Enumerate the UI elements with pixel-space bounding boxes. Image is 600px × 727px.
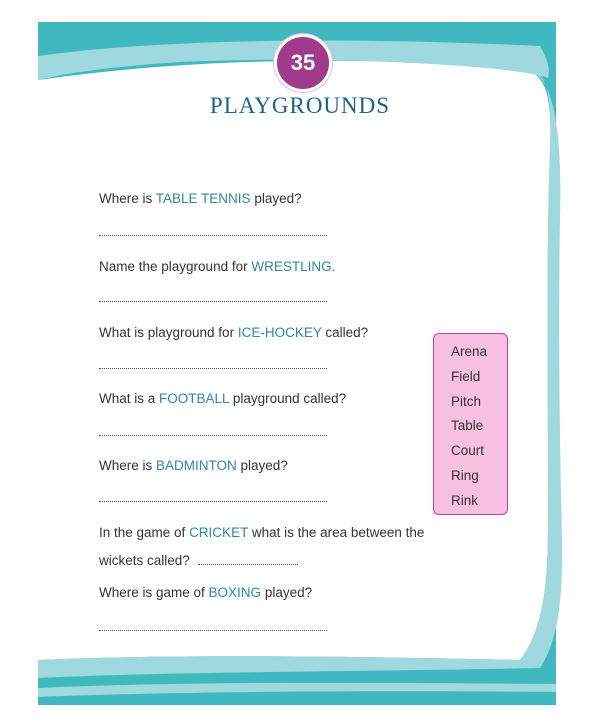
question-2: Name the playground for WRESTLING. xyxy=(99,259,336,274)
question-6: In the game of CRICKET what is the area between the xyxy=(99,525,425,540)
word-bank-item: Field xyxy=(451,368,481,384)
word-bank-item: Pitch xyxy=(451,393,482,409)
right-wave-light xyxy=(520,70,562,668)
question-4: What is a FOOTBALL playground called? xyxy=(99,391,347,406)
word-bank-item: Arena xyxy=(451,344,488,359)
question-5: Where is BADMINTON played? xyxy=(99,458,288,473)
question-7-keyword: BOXING xyxy=(208,585,262,600)
answer-line-5[interactable] xyxy=(99,501,327,502)
word-bank-item: Table xyxy=(451,418,484,434)
question-7: Where is game of BOXING played? xyxy=(99,585,313,600)
word-bank-item: Rink xyxy=(451,492,479,508)
question-3: What is playground for ICE-HOCKEY called? xyxy=(99,325,369,340)
question-3-keyword: ICE-HOCKEY xyxy=(237,325,322,340)
question-6-line-2: wickets called? xyxy=(99,553,298,568)
word-bank xyxy=(433,333,508,515)
page-title: PLAYGROUNDS xyxy=(209,93,391,118)
answer-line-4[interactable] xyxy=(99,435,327,436)
word-bank-item: Court xyxy=(451,443,485,459)
answer-line-6[interactable] xyxy=(198,564,298,565)
page-number-badge: 35 xyxy=(274,34,332,92)
answer-line-1[interactable] xyxy=(99,235,327,236)
question-4-keyword: FOOTBALL xyxy=(159,391,230,406)
answer-line-3[interactable] xyxy=(99,368,327,369)
question-6-keyword: CRICKET xyxy=(189,525,249,540)
answer-line-7[interactable] xyxy=(99,630,327,631)
question-2-keyword: WRESTLING. xyxy=(251,259,336,274)
answer-line-2[interactable] xyxy=(99,301,327,302)
word-bank-item: Ring xyxy=(451,467,479,483)
question-5-keyword: BADMINTON xyxy=(156,458,237,473)
question-1: Where is TABLE TENNIS played? xyxy=(99,191,302,206)
question-1-keyword: TABLE TENNIS xyxy=(155,191,251,206)
